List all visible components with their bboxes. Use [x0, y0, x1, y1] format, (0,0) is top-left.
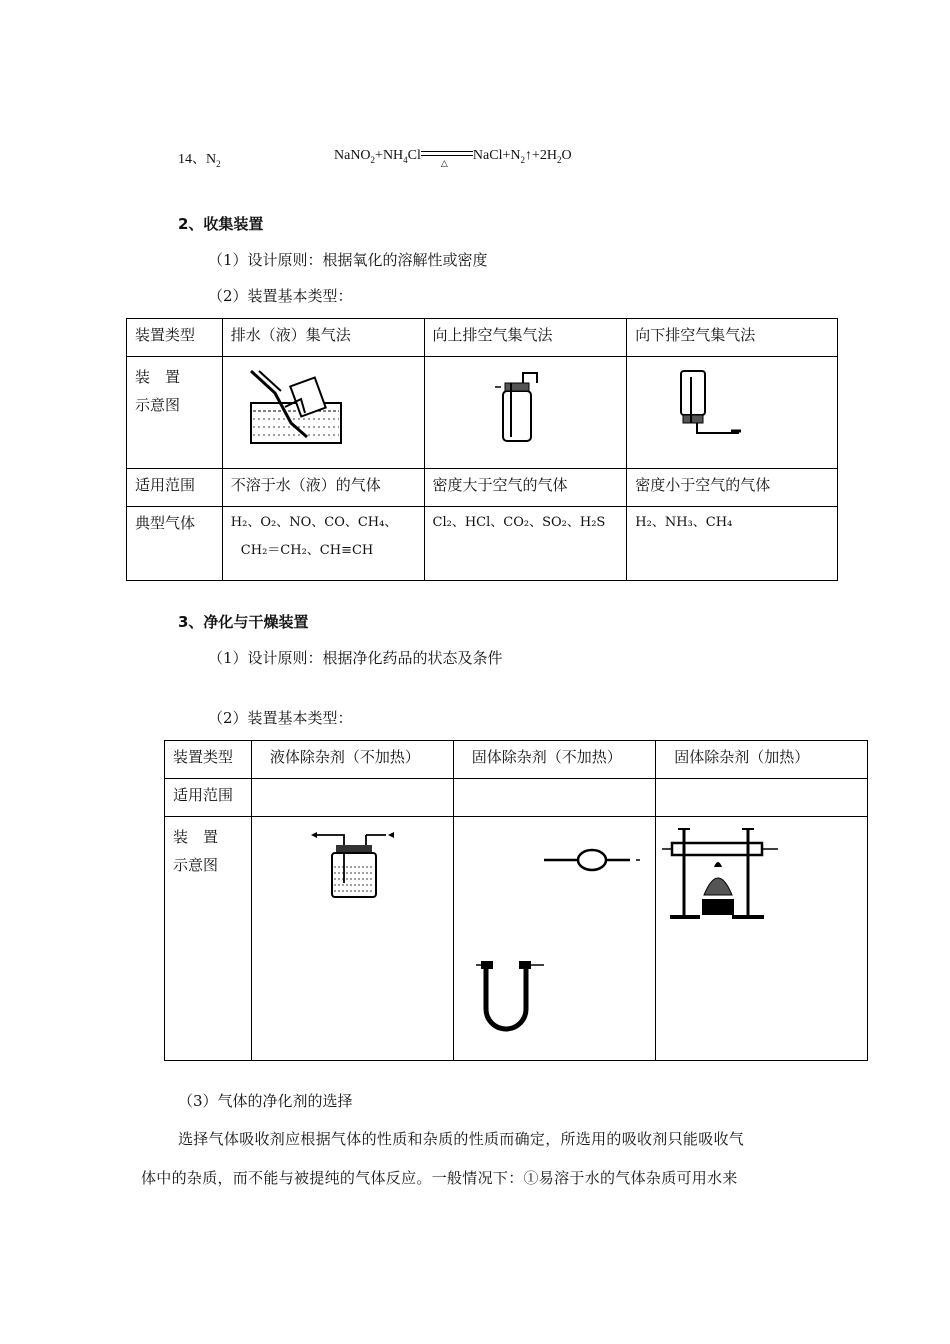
- diagram-drying-tubes: [453, 817, 656, 1061]
- scope-upward-air: 密度大于空气的气体: [424, 469, 627, 507]
- gases-upward-air: Cl₂、HCl、CO₂、SO₂、H₂S: [424, 507, 627, 581]
- row-label-diagram: [127, 357, 223, 469]
- downward-air-bottle-icon: [665, 363, 755, 453]
- water-trough-apparatus-icon: [245, 363, 355, 453]
- section-heading-purification: 3、净化与干燥装置: [178, 613, 309, 631]
- heated-combustion-tube-icon: [660, 823, 780, 923]
- row-label-scope: 适用范围: [127, 469, 223, 507]
- gases-water-line2: CH₂＝CH₂、CH≡CH: [240, 543, 374, 558]
- diagram-heated-tube: [656, 817, 868, 1061]
- row-label-diagram2-line1: 装 置: [173, 828, 219, 846]
- scope-downward-air: 密度小于空气的气体: [627, 469, 838, 507]
- scope-solid-impurity: [453, 779, 656, 817]
- header-liquid-impurity-remover: 液体除杂剂（不加热）: [251, 741, 453, 779]
- purification-basic-types: （2）装置基本类型：: [208, 709, 353, 727]
- reaction-14: [178, 148, 598, 168]
- diagram-water-displacement: [222, 357, 424, 469]
- section-heading-collection: 2、收集装置: [178, 215, 264, 233]
- purifier-selection-paragraph-line2: 体中的杂质，而不能与被提纯的气体反应。一般情况下：①易溶于水的气体杂质可用水来: [141, 1169, 738, 1187]
- header-solid-impurity-remover: 固体除杂剂（不加热）: [453, 741, 656, 779]
- upward-air-bottle-icon: [481, 363, 561, 453]
- drying-tube-icon: [540, 845, 650, 875]
- header-upward-air-displacement: 向上排空气集气法: [424, 319, 627, 357]
- collection-apparatus-table: [126, 318, 838, 581]
- gas-washing-bottle-icon: [310, 823, 410, 903]
- purifier-selection-paragraph-line1: 选择气体吸收剂应根据气体的性质和杂质的性质而确定，所选用的吸收剂只能吸收气: [178, 1130, 745, 1148]
- header-solid-impurity-heated: 固体除杂剂（加热）: [656, 741, 868, 779]
- row-label-diagram-line1: 装 置: [135, 368, 181, 386]
- header-apparatus-type-2: 装置类型: [165, 741, 252, 779]
- row-label-diagram-line2: 示意图: [135, 396, 181, 414]
- scope-solid-impurity-heated: [656, 779, 868, 817]
- diagram-upward-air: [424, 357, 627, 469]
- row-label-scope-2: 适用范围: [165, 779, 252, 817]
- collection-basic-types: （2）装置基本类型：: [208, 287, 353, 305]
- scope-water-displacement: 不溶于水（液）的气体: [222, 469, 424, 507]
- header-water-displacement: 排水（液）集气法: [222, 319, 424, 357]
- header-downward-air-displacement: 向下排空气集气法: [627, 319, 838, 357]
- gases-water-displacement: [222, 507, 424, 581]
- scope-liquid-impurity: [251, 779, 453, 817]
- gases-water-line1: H₂、O₂、NO、CO、CH₄、: [230, 515, 398, 530]
- gases-downward-air: H₂、NH₃、CH₄: [627, 507, 838, 581]
- purifier-selection-heading: （3）气体的净化剂的选择: [178, 1092, 353, 1110]
- diagram-gas-washing-bottle: [251, 817, 453, 1061]
- collection-design-principle: （1）设计原则：根据氧化的溶解性或密度: [208, 251, 488, 269]
- row-label-diagram-2: [165, 817, 252, 1061]
- purification-design-principle: （1）设计原则：根据净化药品的状态及条件: [208, 649, 503, 667]
- reaction-number: 14、$N_2$: [178, 152, 221, 169]
- u-tube-icon: [472, 957, 562, 1037]
- diagram-downward-air: [627, 357, 838, 469]
- purification-apparatus-table: [164, 740, 868, 1061]
- heat-condition-sign: △: [421, 149, 473, 163]
- header-apparatus-type: 装置类型: [127, 319, 223, 357]
- row-label-typical-gases: 典型气体: [127, 507, 223, 581]
- row-label-diagram2-line2: 示意图: [173, 856, 219, 874]
- reaction-equation: $NaNO_2+NH_4Cl$ △ $NaCl+N_2↑+2H_2O$: [334, 148, 572, 168]
